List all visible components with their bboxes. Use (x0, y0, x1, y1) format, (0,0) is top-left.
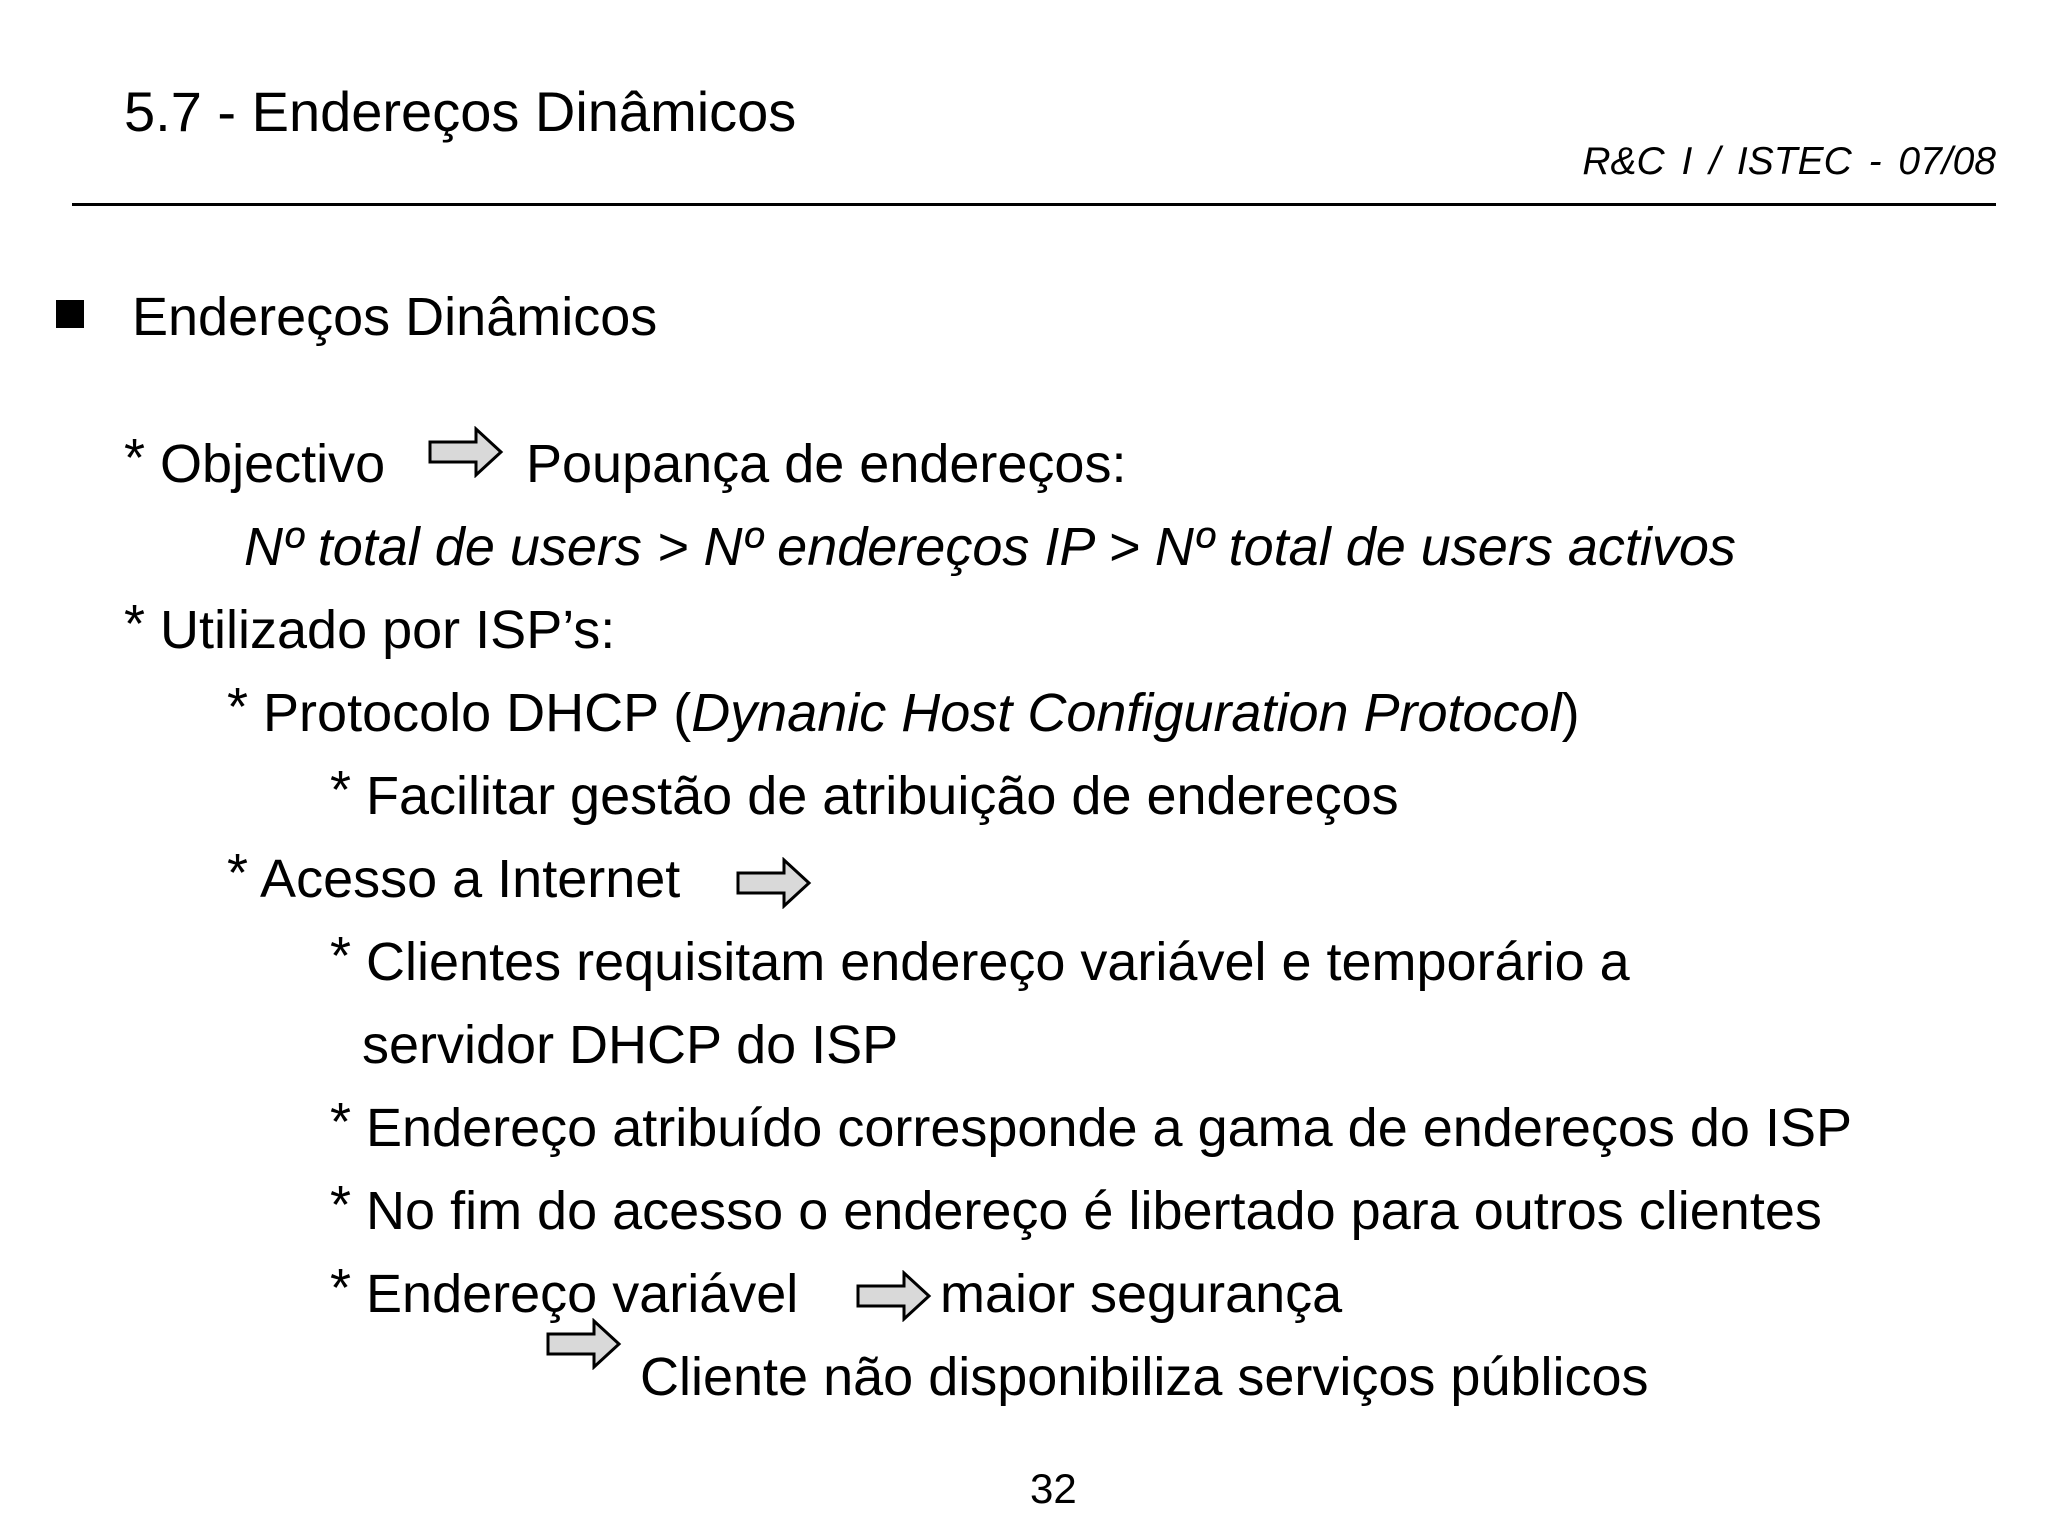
asterisk-marker: * (330, 760, 352, 820)
fim-acesso-text: No fim do acesso o endereço é libertado para outros clientes (366, 1181, 1822, 1241)
acesso-line (227, 843, 681, 909)
page-number: 32 (1030, 1465, 1077, 1512)
section-heading: Endereços Dinâmicos (132, 287, 658, 347)
seguranca-text: maior segurança (940, 1264, 1343, 1324)
dhcp-suffix: ) (1561, 683, 1580, 743)
asterisk-marker: * (330, 1092, 352, 1152)
clientes-line (330, 926, 1630, 992)
asterisk-marker: * (330, 1258, 352, 1318)
gama-line (330, 1092, 1853, 1158)
facilitar-text: Facilitar gestão de atribuição de endereços (366, 766, 1399, 826)
right-arrow-icon (856, 1270, 932, 1322)
objectivo-line (124, 428, 386, 494)
asterisk-marker: * (330, 926, 352, 986)
gama-text: Endereço atribuído corresponde a gama de endereços do ISP (366, 1098, 1853, 1158)
asterisk-marker: * (330, 1175, 352, 1235)
asterisk-marker: * (124, 594, 146, 654)
users-formula: Nº total de users > Nº endereços IP > Nº total de users activos (244, 517, 1736, 577)
right-arrow-icon (428, 426, 504, 478)
variavel-text: Endereço variável (366, 1264, 799, 1324)
asterisk-marker: * (227, 677, 249, 737)
slide-title: 5.7 - Endereços Dinâmicos (124, 80, 797, 143)
isp-label: Utilizado por ISP’s: (160, 600, 616, 660)
servicos-text: Cliente não disponibiliza serviços públicos (640, 1347, 1649, 1407)
dhcp-prefix: Protocolo DHCP ( (263, 683, 692, 743)
course-header: R&C I / ISTEC - 07/08 (1582, 140, 1996, 183)
square-bullet-icon (56, 300, 84, 328)
objectivo-target: Poupança de endereços: (526, 434, 1127, 494)
isp-line (124, 594, 616, 660)
clientes-text-line2: servidor DHCP do ISP (362, 1015, 899, 1075)
header-divider (72, 203, 1996, 206)
asterisk-marker: * (227, 843, 249, 903)
facilitar-line (330, 760, 1399, 826)
right-arrow-icon (736, 857, 812, 909)
right-arrow-icon (546, 1318, 622, 1370)
dhcp-line (227, 677, 1580, 743)
objectivo-label: Objectivo (160, 434, 386, 494)
asterisk-marker: * (124, 428, 146, 488)
dhcp-expansion: Dynanic Host Configuration Protocol (691, 683, 1562, 743)
clientes-text-line1: Clientes requisitam endereço variável e temporário a (366, 932, 1630, 992)
acesso-text: Acesso a Internet (260, 849, 681, 909)
variavel-line (330, 1258, 799, 1324)
fim-acesso-line (330, 1175, 1822, 1241)
